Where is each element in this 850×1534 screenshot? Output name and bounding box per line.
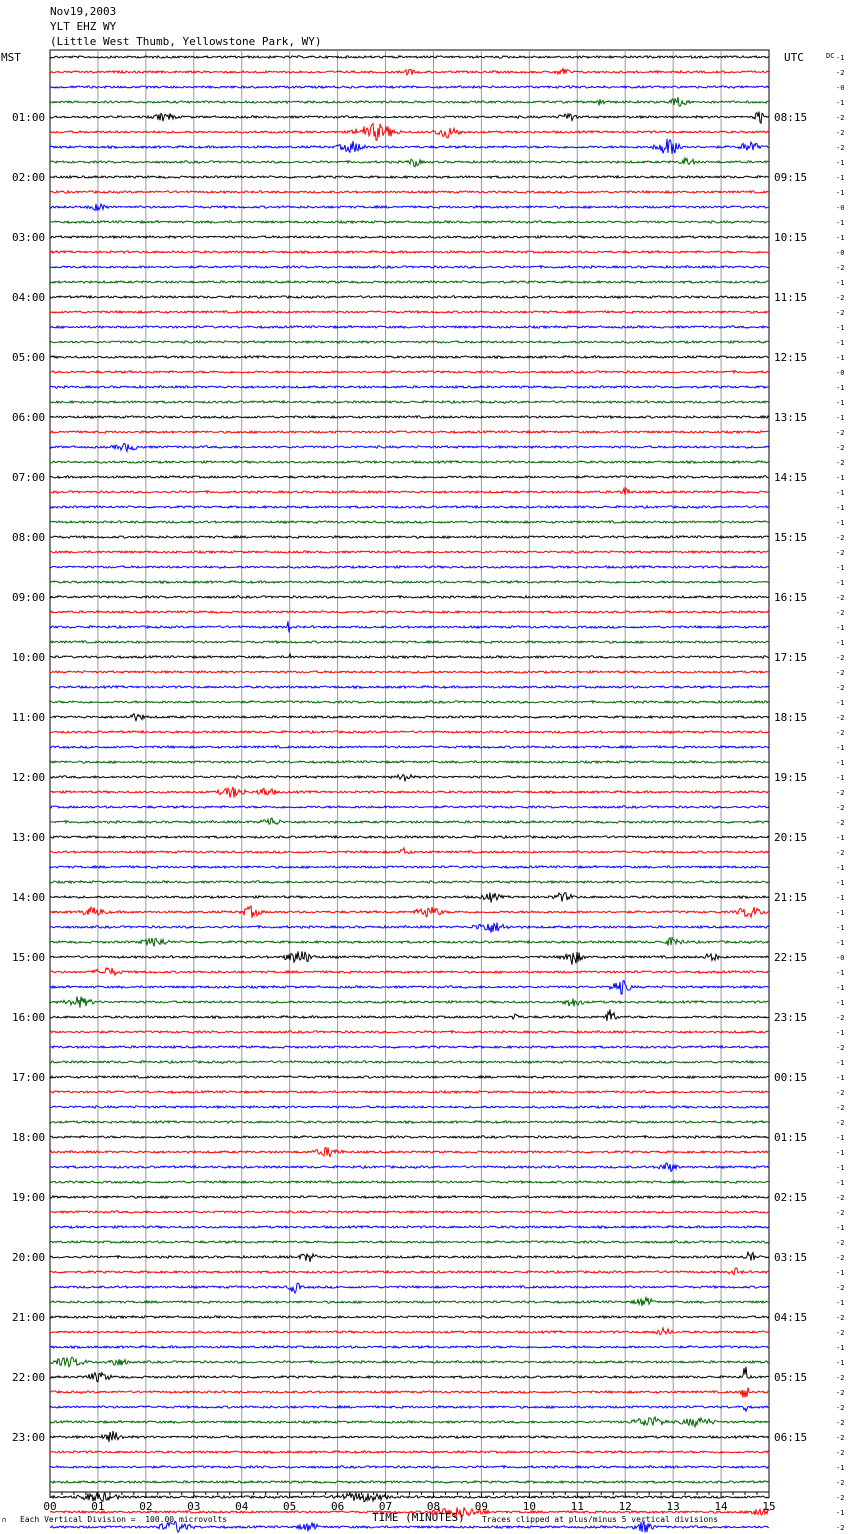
dc-offset-label: -1 [836, 624, 845, 632]
seismic-trace [50, 176, 769, 178]
dc-offset-label: -2 [836, 1284, 845, 1292]
dc-offset-label: -2 [836, 144, 845, 152]
dc-offset-label: -2 [836, 1194, 845, 1202]
dc-offset-label: -2 [836, 1479, 845, 1487]
dc-offset-label: -2 [836, 1449, 845, 1457]
seismic-trace [50, 1076, 769, 1079]
dc-offset-label: -1 [836, 1359, 845, 1367]
seismic-trace [50, 938, 769, 947]
dc-offset-label: -2 [836, 669, 845, 677]
right-hour-label: 01:15 [774, 1131, 808, 1144]
dc-offset-label: -1 [836, 1074, 845, 1082]
seismic-trace [50, 251, 769, 254]
dc-offset-label: -2 [836, 1254, 845, 1262]
seismic-trace [50, 386, 769, 389]
dc-offset-label: -1 [836, 174, 845, 182]
dc-offset-label: -1 [836, 1464, 845, 1472]
seismic-trace [50, 997, 769, 1008]
seismic-trace [50, 892, 769, 902]
dc-offset-label: -1 [836, 504, 845, 512]
dc-offset-label: -1 [836, 54, 845, 62]
seismic-trace [50, 124, 769, 141]
seismic-trace [50, 1031, 769, 1034]
seismic-trace [50, 775, 769, 782]
right-hour-label: 23:15 [774, 1011, 808, 1024]
dc-offset-label: -1 [836, 1299, 845, 1307]
dc-offset-label: -1 [836, 759, 845, 767]
seismic-trace [50, 818, 769, 824]
dc-offset-label: -1 [836, 1149, 845, 1157]
dc-offset-label: -1 [836, 219, 845, 227]
dc-offset-label: -1 [836, 414, 845, 422]
seismic-trace [50, 714, 769, 721]
seismic-trace [50, 654, 769, 658]
right-hour-label: 06:15 [774, 1431, 808, 1444]
right-hour-label: 11:15 [774, 291, 808, 304]
left-hour-label: 12:00 [12, 771, 46, 784]
right-hour-label: 02:15 [774, 1191, 808, 1204]
left-hour-label: 01:00 [12, 111, 46, 124]
dc-offset-label: -0 [836, 954, 845, 962]
seismic-trace [50, 1431, 769, 1442]
dc-offset-label: -1 [836, 99, 845, 107]
dc-offset-label: -2 [836, 1104, 845, 1112]
right-hour-label: 14:15 [774, 471, 808, 484]
dc-offset-label: -0 [836, 84, 845, 92]
seismic-trace [50, 671, 769, 674]
left-hour-label: 16:00 [12, 1011, 46, 1024]
right-hour-label: 20:15 [774, 831, 808, 844]
seismic-trace [50, 1181, 769, 1184]
dc-offset-label: -1 [836, 894, 845, 902]
dc-offset-label: -2 [836, 1434, 845, 1442]
dc-offset-label: -1 [836, 324, 845, 332]
right-hour-label: 17:15 [774, 651, 808, 664]
dc-offset-label: -1 [836, 1179, 845, 1187]
seismic-trace [50, 1163, 769, 1171]
dc-offset-label: -1 [836, 519, 845, 527]
right-hour-label: 15:15 [774, 531, 808, 544]
dc-offset-label: -1 [836, 579, 845, 587]
seismic-trace [50, 881, 769, 883]
dc-offset-label: -2 [836, 129, 845, 137]
dc-offset-label: -1 [836, 924, 845, 932]
right-hour-label: 22:15 [774, 951, 808, 964]
seismic-trace [50, 787, 769, 798]
seismic-trace [50, 746, 769, 749]
recording-date: Nov19,2003 [50, 5, 117, 18]
x-tick-label: 09 [474, 1500, 489, 1513]
dc-offset-label: -1 [836, 1509, 845, 1517]
dc-offset-label: -2 [836, 429, 845, 437]
left-hour-labels [12, 111, 45, 1444]
seismic-trace [50, 1091, 769, 1094]
seismic-trace [50, 536, 769, 539]
dc-offset-label: -1 [836, 879, 845, 887]
seismic-trace [50, 1346, 769, 1349]
station-location: (Little West Thumb, Yellowstone Park, WY) [50, 35, 322, 48]
scale-note: Each Vertical Division = 100.00 microvolts [20, 1515, 228, 1524]
seismic-trace [50, 731, 769, 734]
right-hour-label: 12:15 [774, 351, 808, 364]
seismic-trace [50, 371, 769, 374]
seismic-trace [50, 968, 769, 975]
seismic-trace [50, 1046, 769, 1048]
seismic-trace [50, 506, 769, 509]
seismic-trace [50, 97, 769, 106]
dc-offset-label: -1 [836, 399, 845, 407]
seismic-trace [50, 1357, 769, 1367]
x-tick-label: 12 [618, 1500, 632, 1513]
seismic-trace [50, 221, 769, 224]
left-hour-label: 17:00 [12, 1071, 46, 1084]
seismic-trace [50, 923, 769, 933]
right-hour-label: 10:15 [774, 231, 808, 244]
dc-offset-label: -0 [836, 369, 845, 377]
seismic-trace [50, 761, 769, 764]
left-timezone-label: MST [1, 51, 21, 64]
seismic-trace [50, 86, 769, 88]
dc-offset-label: -1 [836, 1269, 845, 1277]
dc-offset-label: -1 [836, 564, 845, 572]
right-hour-label: 21:15 [774, 891, 808, 904]
left-hour-label: 09:00 [12, 591, 46, 604]
left-hour-label: 15:00 [12, 951, 46, 964]
dc-offset-label: -2 [836, 534, 845, 542]
dc-offset-label: -1 [836, 744, 845, 752]
dc-offset-label: -2 [836, 1524, 845, 1532]
seismic-trace [50, 1367, 769, 1382]
dc-offset-label: -2 [836, 444, 845, 452]
seismic-trace [50, 1417, 769, 1427]
seismic-trace [50, 686, 769, 689]
dc-offset-label: -2 [836, 1389, 845, 1397]
seismic-trace [50, 204, 769, 211]
left-hour-label: 22:00 [12, 1371, 46, 1384]
dc-offset-label: -1 [836, 939, 845, 947]
seismic-trace [50, 112, 769, 124]
x-tick-label: 06 [330, 1500, 345, 1513]
seismic-trace [50, 1268, 769, 1275]
x-tick-label: 15 [762, 1500, 776, 1513]
dc-offset-label: -2 [836, 684, 845, 692]
dc-offset-label: -1 [836, 969, 845, 977]
seismic-trace [50, 611, 769, 613]
seismic-trace [50, 191, 769, 194]
seismic-trace [50, 566, 769, 569]
seismic-trace [50, 401, 769, 404]
dc-offset-label: -2 [836, 549, 845, 557]
seismic-trace [50, 266, 769, 269]
seismic-trace [50, 1009, 769, 1020]
dc-offset-label: -1 [836, 1224, 845, 1232]
dc-offset-label: -1 [836, 354, 845, 362]
dc-offset-label: -2 [836, 609, 845, 617]
seismic-trace [50, 1316, 769, 1318]
left-hour-label: 05:00 [12, 351, 46, 364]
seismic-trace [50, 1466, 769, 1469]
dc-offset-label: -1 [836, 1344, 845, 1352]
dc-offset-label: -2 [836, 264, 845, 272]
x-tick-label: 05 [283, 1500, 297, 1513]
seismic-trace [50, 311, 769, 314]
seismic-trace [50, 806, 769, 809]
dc-offset-label: -1 [836, 159, 845, 167]
left-hour-label: 20:00 [12, 1251, 46, 1264]
seismic-trace [50, 1121, 769, 1124]
x-tick-label: 03 [187, 1500, 201, 1513]
left-hour-label: 13:00 [12, 831, 46, 844]
left-hour-label: 18:00 [12, 1131, 46, 1144]
seismic-trace [50, 69, 769, 75]
dc-offset-label: -2 [836, 789, 845, 797]
seismic-trace [50, 1297, 769, 1306]
dc-offset-label: -1 [836, 639, 845, 647]
dc-offset-label: -1 [836, 774, 845, 782]
seismic-trace [50, 341, 769, 344]
seismic-trace [50, 281, 769, 283]
dc-offset-label: -2 [836, 729, 845, 737]
dc-offset-label: -2 [836, 69, 845, 77]
left-hour-label: 06:00 [12, 411, 46, 424]
seismic-trace [50, 906, 769, 918]
dc-offset-label: -1 [836, 864, 845, 872]
seismic-trace [50, 701, 769, 704]
dc-offset-label: -2 [836, 1044, 845, 1052]
dc-offset-label: -1 [836, 984, 845, 992]
dc-offset-label: -2 [836, 114, 845, 122]
dc-offset-label: -2 [836, 1314, 845, 1322]
trace-group [50, 56, 769, 1534]
seismic-trace [50, 641, 769, 644]
dc-offset-label: -2 [836, 1239, 845, 1247]
dc-offset-label: -2 [836, 594, 845, 602]
dc-offset-labels [836, 54, 844, 1534]
seismic-trace [50, 1283, 769, 1293]
dc-offset-label: -2 [836, 459, 845, 467]
clip-note: Traces clipped at plus/minus 5 vertical divisions [482, 1515, 719, 1524]
right-hour-label: 13:15 [774, 411, 808, 424]
dc-offset-label: -1 [836, 1164, 845, 1172]
right-hour-label: 19:15 [774, 771, 808, 784]
seismic-trace [50, 296, 769, 299]
seismic-trace [50, 56, 769, 58]
seismic-trace [50, 488, 769, 495]
x-axis-title: TIME (MINUTES) [372, 1511, 465, 1524]
seismic-trace [50, 1211, 769, 1214]
right-hour-label: 03:15 [774, 1251, 808, 1264]
dc-offset-label: -2 [836, 1089, 845, 1097]
seismic-trace [50, 1481, 769, 1483]
seismic-trace [50, 476, 769, 479]
dc-offset-label: -1 [836, 489, 845, 497]
seismic-trace [50, 139, 769, 154]
dc-offset-label: -2 [836, 1329, 845, 1337]
dc-offset-label: -2 [836, 804, 845, 812]
dc-offset-label: -1 [836, 384, 845, 392]
dc-offset-label: -1 [836, 1134, 845, 1142]
dc-offset-label: -0 [836, 204, 845, 212]
right-hour-labels [774, 111, 807, 1444]
x-tick-label: 04 [235, 1500, 249, 1513]
seismic-trace [50, 621, 769, 632]
dc-offset-label: -0 [836, 249, 845, 257]
dc-offset-label: -1 [836, 474, 845, 482]
seismic-trace [50, 1196, 769, 1199]
left-hour-label: 07:00 [12, 471, 46, 484]
left-hour-label: 10:00 [12, 651, 46, 664]
right-hour-label: 08:15 [774, 111, 808, 124]
seismic-trace [50, 1061, 769, 1064]
dc-offset-label: -2 [836, 1374, 845, 1382]
dc-offset-label: -2 [836, 1014, 845, 1022]
left-hour-label: 04:00 [12, 291, 46, 304]
seismic-trace [50, 1106, 769, 1109]
left-hour-label: 14:00 [12, 891, 46, 904]
seismic-trace [50, 1387, 769, 1397]
dc-offset-label: -1 [836, 999, 845, 1007]
dc-offset-label: -2 [836, 309, 845, 317]
usgs-logo: ∩ [2, 1516, 7, 1524]
right-hour-label: 04:15 [774, 1311, 808, 1324]
x-tick-label: 14 [714, 1500, 728, 1513]
seismic-trace [50, 416, 769, 418]
dc-offset-label: -2 [836, 714, 845, 722]
dc-offset-label: -2 [836, 294, 845, 302]
x-tick-label: 13 [666, 1500, 680, 1513]
dc-offset-label: -2 [836, 1404, 845, 1412]
station-code: YLT EHZ WY [50, 20, 117, 33]
seismic-trace [50, 326, 769, 329]
dc-offset-label: -2 [836, 849, 845, 857]
right-hour-label: 18:15 [774, 711, 808, 724]
x-tick-label: 07 [378, 1500, 393, 1513]
dc-offset-label: -2 [836, 1494, 845, 1502]
seismic-trace [50, 866, 769, 869]
left-hour-label: 03:00 [12, 231, 46, 244]
seismic-trace [50, 521, 769, 523]
seismic-trace [50, 848, 769, 854]
dc-offset-label: -1 [836, 339, 845, 347]
right-hour-label: 00:15 [774, 1071, 808, 1084]
x-tick-label: 10 [522, 1500, 536, 1513]
seismic-trace [50, 158, 769, 167]
left-hour-label: 08:00 [12, 531, 46, 544]
right-hour-label: 09:15 [774, 171, 808, 184]
right-hour-label: 16:15 [774, 591, 808, 604]
seismic-trace [50, 1252, 769, 1262]
left-hour-label: 23:00 [12, 1431, 46, 1444]
left-hour-label: 19:00 [12, 1191, 46, 1204]
dc-offset-label: -1 [836, 909, 845, 917]
right-hour-label: 05:15 [774, 1371, 808, 1384]
dc-offset-label: -1 [836, 1059, 845, 1067]
seismic-trace [50, 836, 769, 839]
seismic-trace [50, 1241, 769, 1244]
dc-offset-label: -1 [836, 1029, 845, 1037]
seismic-trace [50, 356, 769, 359]
seismic-trace [50, 1226, 769, 1229]
seismic-trace [50, 1406, 769, 1411]
x-axis-ticks [43, 1492, 775, 1513]
dc-offset-label: -2 [836, 1119, 845, 1127]
dc-offset-label: -2 [836, 819, 845, 827]
x-tick-label: 08 [426, 1500, 441, 1513]
dc-offset-label: -2 [836, 1209, 845, 1217]
left-hour-label: 02:00 [12, 171, 46, 184]
x-tick-label: 11 [570, 1500, 584, 1513]
dc-offset-label: -1 [836, 699, 845, 707]
seismic-trace [50, 1328, 769, 1335]
x-tick-label: 01 [91, 1500, 105, 1513]
seismic-trace [50, 431, 769, 434]
x-tick-label: 02 [139, 1500, 153, 1513]
dc-offset-label: -2 [836, 1419, 845, 1427]
dc-offset-label: -1 [836, 234, 845, 242]
seismic-trace [50, 581, 769, 584]
seismic-trace [50, 1136, 769, 1139]
left-hour-label: 11:00 [12, 711, 46, 724]
right-timezone-label: UTC [784, 51, 804, 64]
seismic-trace [50, 1147, 769, 1156]
seismic-trace [50, 236, 769, 239]
dc-header-label: DC [826, 52, 835, 60]
seismic-trace [50, 596, 769, 599]
left-hour-label: 21:00 [12, 1311, 46, 1324]
seismic-trace [50, 1451, 769, 1454]
dc-offset-label: -1 [836, 834, 845, 842]
dc-offset-label: -1 [836, 279, 845, 287]
dc-offset-label: -1 [836, 189, 845, 197]
seismic-trace [50, 461, 769, 464]
seismic-trace [50, 443, 769, 451]
seismic-trace [50, 981, 769, 995]
dc-offset-label: -2 [836, 654, 845, 662]
seismic-trace [50, 951, 769, 964]
x-tick-label: 00 [43, 1500, 57, 1513]
seismic-trace [50, 551, 769, 553]
